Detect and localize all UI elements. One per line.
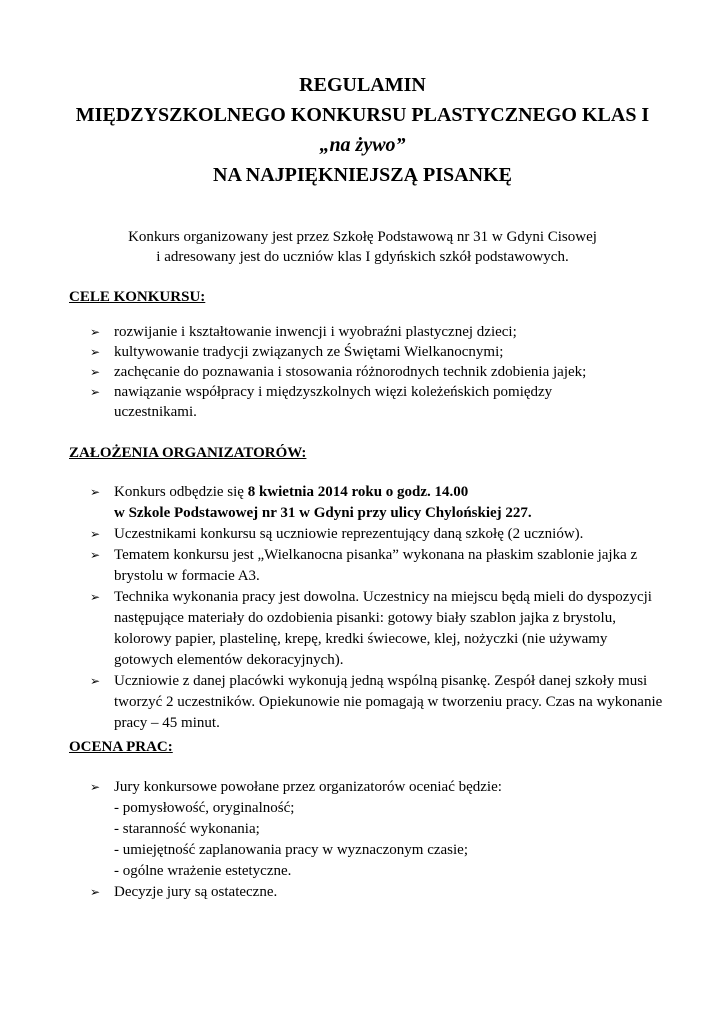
arrow-bullet-icon: ➢: [90, 485, 101, 499]
list-item: ➢ rozwijanie i kształtowanie inwencji i wyobraźni plastycznej dzieci;: [90, 324, 517, 340]
intro-line-2: i adresowany jest do uczniów klas I gdyńskich szkół podstawowych.: [156, 249, 569, 265]
document-title: [0, 70, 725, 190]
list-item: ➢ nawiązanie współpracy i międzyszkolnych więzi koleżeńskich pomiędzy uczestnikami.: [90, 384, 553, 420]
list-item: ➢ Tematem konkursu jest „Wielkanocna pisanka” wykonana na płaskim szablonie jajka z brystolu w formacie A3.: [90, 547, 638, 584]
cele-list: [90, 322, 670, 422]
list-item: ➢ Decyzje jury są ostateczne.: [90, 884, 278, 900]
section-heading-zalozenia: ZAŁOŻENIA ORGANIZATORÓW:: [69, 445, 307, 461]
list-item: ➢ Technika wykonania pracy jest dowolna. Uczestnicy na miejscu będą mieli do dyspozycji następujące materiały do ozdobienia pisanki: gotowy biały szablon jajka z brystolu, kolorowy papier, plastelinę, krepę, kredki świecowe, klej, nożyczki (nie używamy gotowych elementów dekoracyjnych).: [90, 589, 652, 668]
criteria-item: - staranność wykonania;: [114, 821, 260, 837]
title-line-2: MIĘDZYSZKOLNEGO KONKURSU PLASTYCZNEGO KLAS I: [75, 104, 650, 126]
title-line-1: REGULAMIN: [299, 74, 426, 96]
arrow-bullet-icon: ➢: [90, 365, 101, 379]
arrow-bullet-icon: ➢: [90, 385, 101, 399]
list-item: ➢ Uczestnikami konkursu są uczniowie reprezentujący daną szkołę (2 uczniów).: [90, 526, 584, 542]
list-item: ➢ kultywowanie tradycji związanych ze Świętami Wielkanocnymi;: [90, 344, 504, 360]
arrow-bullet-icon: ➢: [90, 325, 101, 339]
arrow-bullet-icon: ➢: [90, 527, 101, 541]
title-line-4: NA NAJPIĘKNIEJSZĄ PISANKĘ: [213, 164, 512, 186]
arrow-bullet-icon: ➢: [90, 674, 101, 688]
title-line-3: „na żywo”: [319, 134, 406, 156]
list-item: ➢ Jury konkursowe powołane przez organizatorów oceniać będzie: - pomysłowość, oryginalność; - staranność wykonania; - umiejętność zaplanowania pracy w wyznaczonym czasie; - ogólne wrażenie estetyczne.: [90, 777, 670, 882]
section-heading-cele: CELE KONKURSU:: [69, 289, 206, 305]
intro-paragraph: [0, 227, 725, 267]
criteria-item: - ogólne wrażenie estetyczne.: [114, 863, 292, 879]
ocena-list: [90, 777, 670, 903]
zalozenia-list: [90, 482, 670, 734]
arrow-bullet-icon: ➢: [90, 885, 101, 899]
arrow-bullet-icon: ➢: [90, 780, 101, 794]
criteria-item: - umiejętność zaplanowania pracy w wyznaczonym czasie;: [114, 842, 469, 858]
arrow-bullet-icon: ➢: [90, 345, 101, 359]
intro-line-1: Konkurs organizowany jest przez Szkołę Podstawową nr 31 w Gdyni Cisowej: [128, 229, 597, 245]
arrow-bullet-icon: ➢: [90, 590, 101, 604]
section-heading-ocena: OCENA PRAC:: [69, 739, 173, 755]
list-item: ➢ zachęcanie do poznawania i stosowania różnorodnych technik zdobienia jajek;: [90, 364, 587, 380]
criteria-item: - pomysłowość, oryginalność;: [114, 800, 295, 816]
list-item: ➢ Konkurs odbędzie się 8 kwietnia 2014 roku o godz. 14.00 w Szkole Podstawowej nr 31 w Gdyni przy ulicy Chylońskiej 227.: [90, 484, 532, 521]
list-item: ➢ Uczniowie z danej placówki wykonują jedną wspólną pisankę. Zespół danej szkoły musi tworzyć 2 uczestników. Opiekunowie nie pomagają w tworzeniu pracy. Czas na wykonanie pracy – 45 minut.: [90, 673, 663, 731]
arrow-bullet-icon: ➢: [90, 548, 101, 562]
